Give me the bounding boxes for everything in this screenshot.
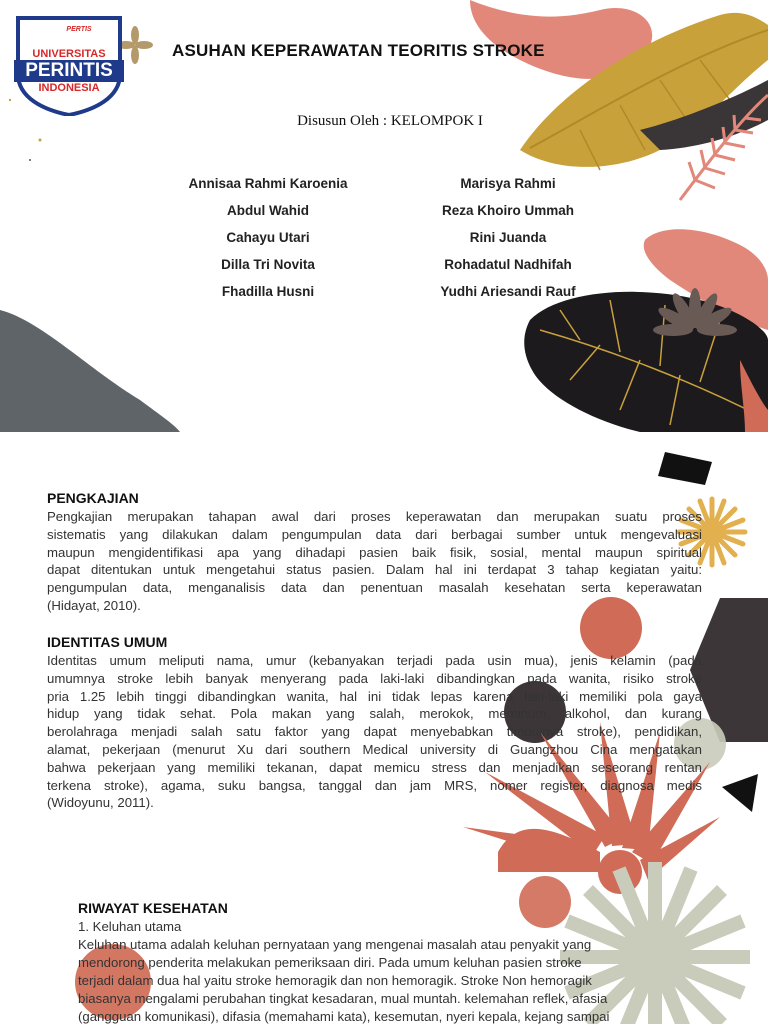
author-group: Disusun Oleh : KELOMPOK I bbox=[297, 113, 483, 129]
subsection-heading: 1. Keluhan utama bbox=[78, 919, 182, 934]
logo-brand-mark: PERTIS bbox=[66, 26, 92, 33]
member-name: Rini Juanda bbox=[469, 230, 547, 245]
section-heading: RIWAYAT KESEHATAN bbox=[78, 900, 228, 916]
text-line: biasanya mengalami perubahan tingkat kesadaran, mual muntah. kelemahan reflek, afasia bbox=[78, 991, 608, 1006]
member-name: Dilla Tri Novita bbox=[221, 257, 315, 272]
section-heading: PENGKAJIAN bbox=[47, 490, 139, 506]
pengkajian-paragraph bbox=[47, 508, 702, 615]
black-triangle bbox=[722, 774, 758, 812]
text-line: pengumpulan data, menganalisis data dan penentuan masalah kesehatan serta keperawatan bbox=[47, 580, 702, 596]
text-line: terkena stroke), agama, suku bangsa, tanggal dan jam MRS, nomer register, diagnosa medis bbox=[47, 777, 702, 793]
text-line: berolahraga menjadi salah satu faktor yang dapat menyebabkan timbulnya stroke), pendidikan, bbox=[47, 724, 702, 740]
member-name: Marisya Rahmi bbox=[460, 176, 556, 191]
text-line: alamat, pekerjaan (menurut Xu dari southern Medical university di Guangzhou Cina mengatakan bbox=[47, 741, 702, 757]
logo-text-main: PERINTIS bbox=[25, 60, 113, 81]
text-line: dapat ditentukan untuk mengetahui status pasien. Dalam hal ini terdapat 3 tahap kegiatan yaitu: bbox=[47, 562, 702, 578]
text-line: (Widoyunu, 2011). bbox=[47, 795, 154, 811]
page-title: ASUHAN KEPERAWATAN TEORITIS STROKE bbox=[172, 41, 545, 60]
text-line: bahwa pekerjaan yang memiliki tekanan, dapat memicu stress dan menjadikan seseorang rentan bbox=[47, 759, 702, 775]
member-name: Abdul Wahid bbox=[227, 203, 309, 218]
member-name: Yudhi Ariesandi Rauf bbox=[440, 284, 576, 299]
member-name: Fhadilla Husni bbox=[221, 284, 315, 299]
logo-text-bottom: INDONESIA bbox=[38, 82, 100, 94]
member-name: Annisaa Rahmi Karoenia bbox=[188, 176, 348, 191]
text-line: Keluhan utama adalah keluhan pernyataan yang mengenai masalah atau penyakit yang bbox=[78, 937, 592, 952]
dark-monstera-leaf bbox=[524, 292, 768, 432]
section-heading: IDENTITAS UMUM bbox=[47, 634, 168, 650]
text-line: Identitas umum meliputi nama, umur (kebanyakan terjadi pada usin mua), jenis kelamin (pada bbox=[47, 653, 702, 668]
text-line: maupun mengidentifikasi apa yang dihadapi pasien baik fisik, sosial, mental maupun spiritual bbox=[47, 544, 702, 560]
text-line: hidup yang tidak sehat. Pola makan yang salah, merokok, meminum, alkohol, dan kurang bbox=[47, 706, 702, 722]
text-line: terjadi dalam dua hal yaitu stroke hemoragik dan non hemoragik. Stroke Non hemoragik bbox=[78, 973, 592, 988]
text-line: Pengkajian merupakan tahapan awal dari proses keperawatan dan merupakan suatu proses bbox=[47, 509, 702, 524]
grey-blob-shape bbox=[0, 310, 180, 432]
text-line: mendorong penderita melakukan pemeriksaan diri. Pada umum keluhan pasien stroke bbox=[78, 955, 582, 970]
logo-text-top: UNIVERSITAS bbox=[32, 48, 106, 60]
content-slide bbox=[0, 432, 768, 1024]
text-line: pria 1.25 lebih tinggi dibandingkan wanita, hal ini tidak lepas karena laki-laki memiliki pola gaya bbox=[47, 688, 702, 704]
member-name: Cahayu Utari bbox=[226, 230, 310, 245]
title-slide bbox=[0, 0, 768, 432]
member-name: Reza Khoiro Ummah bbox=[441, 203, 575, 218]
text-line: sistematis yang dilakukan dalam pengumpulan data dari berbagai sumber untuk mengevaluasi bbox=[47, 526, 702, 542]
university-logo bbox=[14, 12, 124, 116]
member-name: Rohadatul Nadhifah bbox=[444, 257, 572, 272]
riwayat-paragraph bbox=[78, 936, 688, 1024]
black-tilted-rect bbox=[658, 452, 712, 485]
identitas-paragraph bbox=[47, 652, 702, 812]
text-line: (gangguan komunikasi), difasia (memahami kata), kesemutan, nyeri kepala, kejang sampai bbox=[78, 1009, 610, 1024]
text-line: (Hidayat, 2010). bbox=[47, 597, 141, 613]
text-line: umumnya stroke lebih banyak menyerang pada laki-laki dibandingkan pada wanita, risiko stroke bbox=[47, 670, 702, 686]
